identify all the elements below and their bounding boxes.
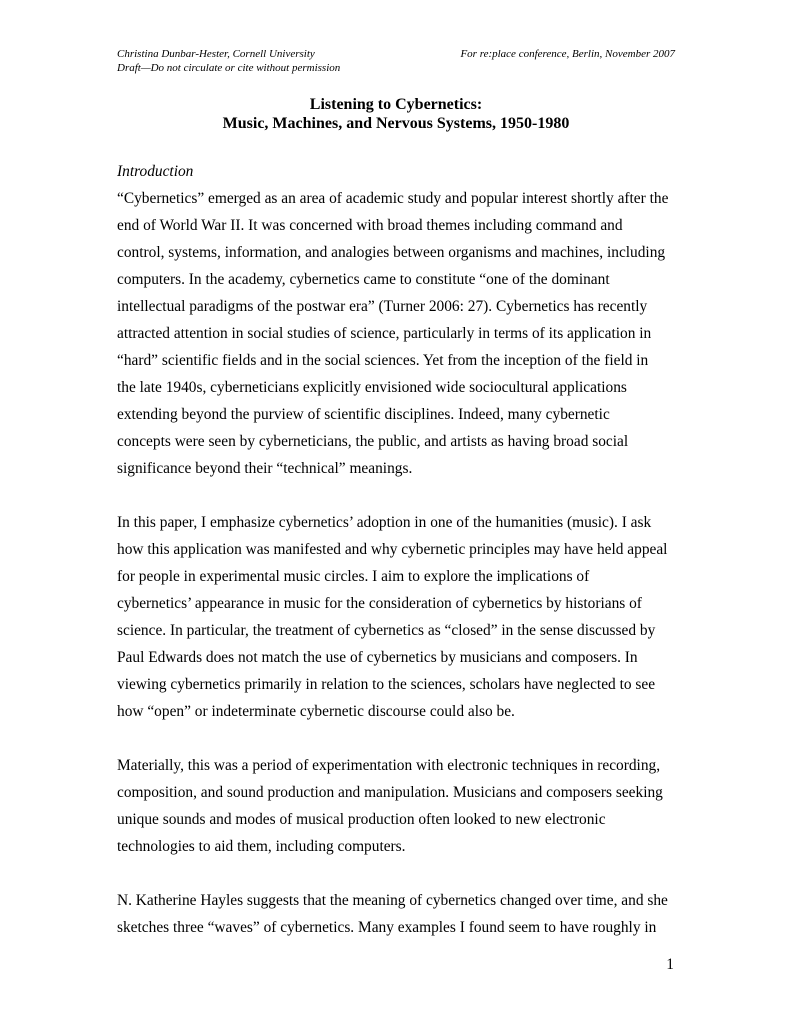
- paragraph: [117, 887, 679, 941]
- paragraph-line: composition, and sound production and manipulation. Musicians and composers seeking: [117, 784, 663, 801]
- paragraph-line: N. Katherine Hayles suggests that the meaning of cybernetics changed over time, and she: [117, 892, 668, 909]
- paragraph: [117, 752, 679, 860]
- paragraph-line: significance beyond their “technical” meanings.: [117, 460, 413, 477]
- running-header: [117, 47, 675, 75]
- paragraph-line: technologies to aid them, including computers.: [117, 838, 406, 855]
- header-author: Christina Dunbar-Hester, Cornell University: [117, 48, 315, 60]
- title-line-1: Listening to Cybernetics:: [309, 96, 483, 113]
- paragraph-line: computers. In the academy, cybernetics came to constitute “one of the dominant: [117, 271, 610, 288]
- paragraph-line: Paul Edwards does not match the use of cybernetics by musicians and composers. In: [117, 649, 638, 666]
- header-row: [117, 47, 675, 61]
- paragraphs: [117, 185, 679, 941]
- paragraph-line: unique sounds and modes of musical production often looked to new electronic: [117, 811, 606, 828]
- paragraph-line: control, systems, information, and analogies between organisms and machines, including: [117, 244, 666, 261]
- paragraph-line: how “open” or indeterminate cybernetic discourse could also be.: [117, 703, 515, 720]
- paragraph-line: the late 1940s, cyberneticians explicitly envisioned wide sociocultural applications: [117, 379, 627, 396]
- page-number: 1: [666, 956, 674, 973]
- paragraph-line: how this application was manifested and why cybernetic principles may have held appeal: [117, 541, 668, 558]
- title-line-2: Music, Machines, and Nervous Systems, 1950-1980: [222, 115, 570, 132]
- paragraph-line: intellectual paradigms of the postwar era” (Turner 2006: 27). Cybernetics has recently: [117, 298, 648, 315]
- document-body: [117, 158, 679, 968]
- paragraph-line: sketches three “waves” of cybernetics. Many examples I found seem to have roughly in: [117, 919, 657, 936]
- paragraph: [117, 509, 679, 725]
- paragraph-line: Materially, this was a period of experimentation with electronic techniques in recording,: [117, 757, 661, 774]
- section-heading: Introduction: [117, 163, 194, 180]
- paragraph-line: cybernetics’ appearance in music for the consideration of cybernetics by historians of: [117, 595, 642, 612]
- paper-title: [117, 95, 675, 133]
- paragraph-line: science. In particular, the treatment of cybernetics as “closed” in the sense discussed by: [117, 622, 656, 639]
- paragraph-line: for people in experimental music circles. I aim to explore the implications of: [117, 568, 590, 585]
- paragraph: [117, 185, 679, 482]
- paragraph-line: In this paper, I emphasize cybernetics’ adoption in one of the humanities (music). I ask: [117, 514, 652, 531]
- header-draft-notice: Draft—Do not circulate or cite without permission: [117, 62, 341, 74]
- paragraph-line: “hard” scientific fields and in the social sciences. Yet from the inception of the field in: [117, 352, 649, 369]
- paragraph-line: concepts were seen by cyberneticians, the public, and artists as having broad social: [117, 433, 629, 450]
- header-conference: For re:place conference, Berlin, November 2007: [460, 48, 675, 60]
- paragraph-line: extending beyond the purview of scientific disciplines. Indeed, many cybernetic: [117, 406, 610, 423]
- paragraph-line: viewing cybernetics primarily in relation to the sciences, scholars have neglected to see: [117, 676, 656, 693]
- paragraph-line: end of World War II. It was concerned with broad themes including command and: [117, 217, 623, 234]
- paragraph-line: attracted attention in social studies of science, particularly in terms of its application in: [117, 325, 652, 342]
- paragraph-line: “Cybernetics” emerged as an area of academic study and popular interest shortly after the: [117, 190, 669, 207]
